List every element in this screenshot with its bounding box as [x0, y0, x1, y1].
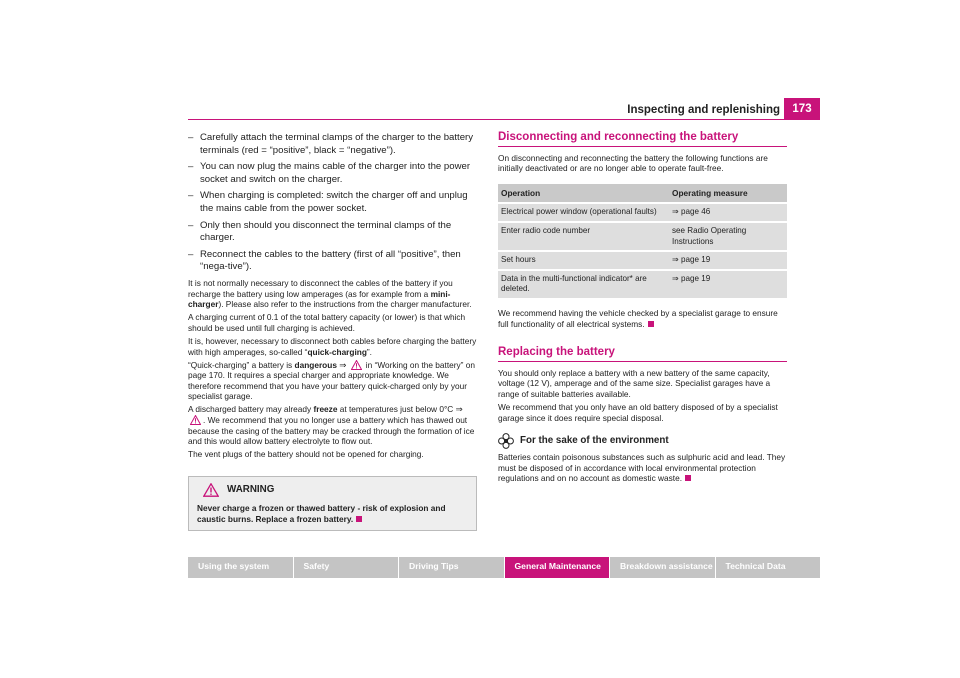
page-number: 173 [784, 98, 820, 119]
table-header-cell: Operation [498, 184, 669, 204]
table-cell: Electrical power window (operational faults) [498, 203, 669, 222]
table-cell: Set hours [498, 251, 669, 270]
section-end-marker [648, 321, 654, 327]
step-item: – You can now plug the mains cable of the charger into the power socket and switch on the charger. [188, 161, 471, 185]
footer-tab-driving-tips[interactable]: Driving Tips [399, 557, 504, 578]
environment-title: For the sake of the environment [520, 434, 669, 446]
warning-triangle-icon [203, 483, 219, 497]
paragraph-environment: Batteries contain poisonous substances such as sulphuric acid and lead. They must be disposed of in accordance with local environmental protection regulations and on no account as domestic waste. [498, 452, 786, 484]
paragraph-vent-plugs: The vent plugs of the battery should not be opened for charging. [188, 449, 424, 460]
header-rule [188, 119, 820, 120]
table-cell: Data in the multi-functional indicator* are deleted. [498, 270, 669, 298]
step-item: – Carefully attach the terminal clamps of the charger to the battery terminals (red = “positive”, black = “negative”). [188, 132, 474, 156]
section-title: Disconnecting and reconnecting the battery [498, 132, 787, 147]
paragraph-charging-current: A charging current of 0.1 of the total battery capacity (or lower) is that which should be used until full charging is achieved. [188, 312, 466, 333]
section-end-marker [685, 475, 691, 481]
warning-title: WARNING [227, 483, 275, 495]
table-row [498, 222, 787, 251]
section-end-marker [356, 516, 362, 522]
paragraph-disposal: We recommend that you only have an old battery disposed of by a specialist garage since it does require special disposal. [498, 402, 778, 423]
paragraph-dangerous: “Quick-charging” a battery is dangerous ⇒ in “Working on the battery” on page 170. It requires a special charger and appropriate knowledge. We therefore recommend that you have your battery quick-charged only by your specialist garage. [188, 359, 475, 402]
paragraph-quick-charging: It is, however, necessary to disconnect both cables before charging the battery with high amperages, so-called “quick-charging”. [188, 335, 477, 357]
page-header-title: Inspecting and replenishing [627, 104, 780, 116]
table-row [498, 251, 787, 270]
table-cell: ⇒ page 46 [669, 203, 787, 222]
footer-nav [188, 557, 820, 578]
operations-table [498, 184, 787, 298]
warning-header [197, 483, 468, 497]
footer-tab-breakdown-assistance[interactable]: Breakdown assistance [610, 557, 715, 578]
left-column [188, 132, 477, 531]
warning-text: Never charge a frozen or thawed battery - risk of explosion and caustic burns. Replace a frozen battery. [197, 502, 446, 524]
paragraph-intro: On disconnecting and reconnecting the battery the following functions are initially deactivated or are no longer able to operate fault-free. [498, 152, 768, 174]
environment-header [498, 433, 787, 449]
table-header-cell: Operating measure [669, 184, 787, 204]
table-cell: ⇒ page 19 [669, 270, 787, 298]
warning-box [188, 476, 477, 531]
table-row [498, 270, 787, 298]
warning-triangle-icon [190, 415, 201, 425]
table-header-row [498, 184, 787, 204]
step-item: – Reconnect the cables to the battery (first of all “positive”, then “nega-tive”). [188, 248, 461, 273]
right-column [498, 132, 787, 486]
table-cell: Enter radio code number [498, 222, 669, 251]
paragraph-replace: You should only replace a battery with a new battery of the same capacity, voltage (12 V), amperage and of the same size. Specialist garages have a range of suitable batteries available. [498, 367, 771, 399]
step-item: – Only then should you disconnect the terminal clamps of the charger. [188, 219, 452, 244]
table-cell: ⇒ page 19 [669, 251, 787, 270]
table-row [498, 203, 787, 222]
footer-tab-safety[interactable]: Safety [294, 557, 399, 578]
paragraph-freeze: A discharged battery may already freeze at temperatures just below 0°C ⇒ . We recommend that you no longer use a battery which has thawed out because the casing of the battery may be cracked through the formation of ice and this would allow battery electrolyte to flow out. [188, 404, 475, 447]
footer-tab-using-the-system[interactable]: Using the system [188, 557, 293, 578]
paragraph-outro: We recommend having the vehicle checked by a specialist garage to ensure full functionality of all electrical systems. [498, 307, 778, 329]
footer-tab-technical-data[interactable]: Technical Data [716, 557, 821, 578]
warning-triangle-icon [351, 360, 362, 370]
table-cell: see Radio Operating Instructions [669, 222, 787, 251]
flower-icon [498, 433, 514, 449]
paragraph-mini-charger: It is not normally necessary to disconnect the cables of the battery if you recharge the battery using low amperages (as for example from a mini-charger). Please also refer to the instructions from the charger manufacturer. [188, 277, 472, 310]
section-title: Replacing the battery [498, 347, 787, 362]
footer-tab-general-maintenance[interactable]: General Maintenance [505, 557, 610, 578]
step-item: – When charging is completed: switch the charger off and unplug the mains cable from the power socket. [188, 190, 468, 214]
